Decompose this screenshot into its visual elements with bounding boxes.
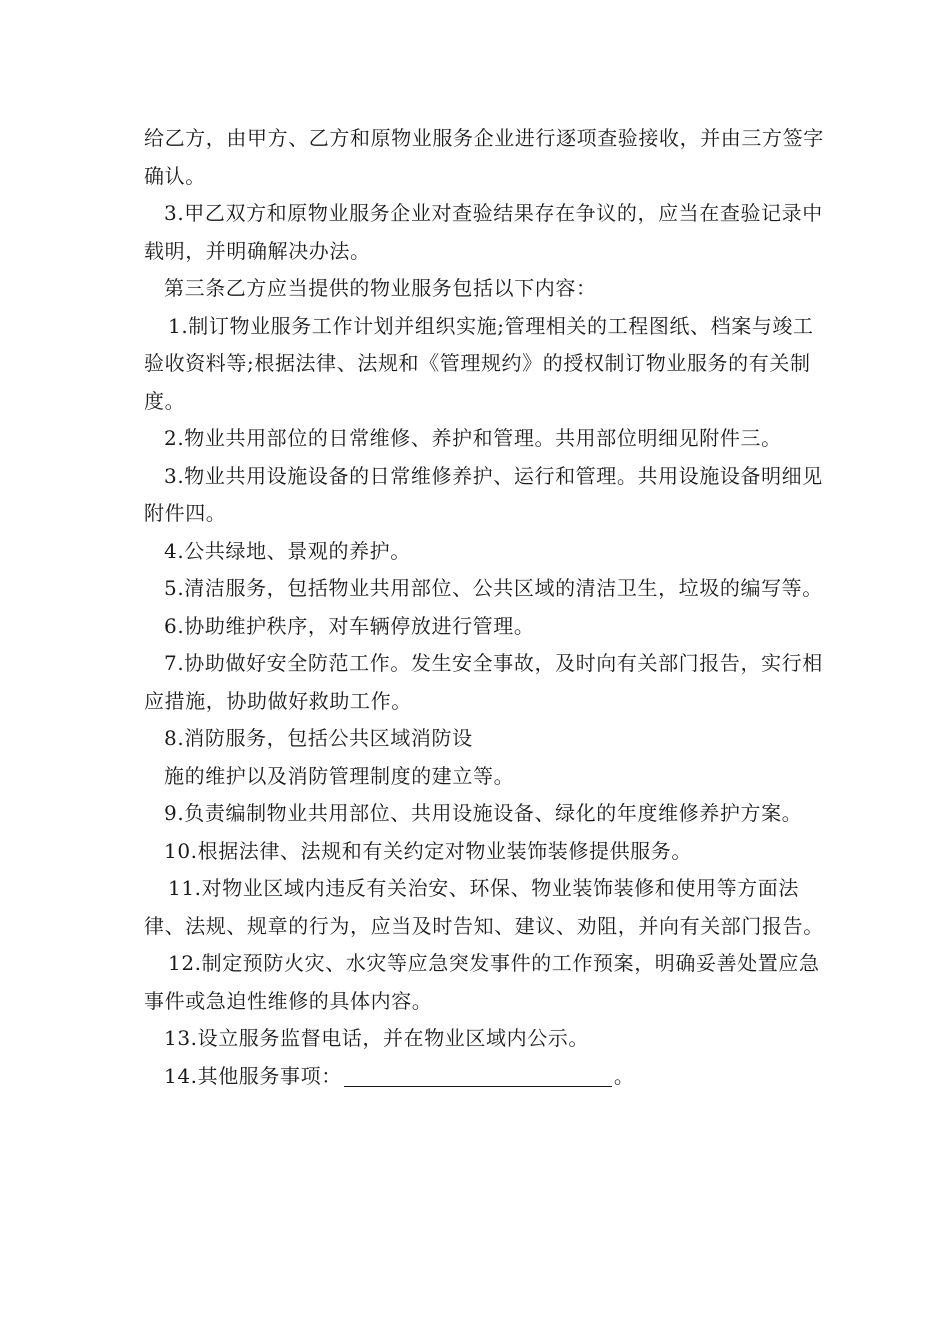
service-item-6: 6.协助维护秩序，对车辆停放进行管理。: [164, 613, 535, 638]
service-item-14-label: 14.其他服务事项：: [164, 1063, 342, 1088]
service-item-14: [144, 1058, 824, 1096]
service-item-4: 4.公共绿地、景观的养护。: [164, 538, 411, 563]
service-item-5: 5.清洁服务，包括物业共用部位、公共区域的清洁卫生，垃圾的编写等。: [164, 576, 823, 600]
service-item-7: 7.协助做好安全防范工作。发生安全事故，及时向有关部门报告，实行相应措施，协助做好救助工作。: [144, 651, 823, 713]
service-item-14-end: 。: [613, 1063, 635, 1088]
document-body: [144, 120, 824, 1095]
service-item-2: 2.物业共用部位的日常维修、养护和管理。共用部位明细见附件三。: [164, 426, 782, 450]
service-item-11: 11.对物业区域内违反有关治安、环保、物业装饰装修和使用等方面法律、法规、规章的行为，应当及时告知、建议、劝阻，并向有关部门报告。: [144, 876, 824, 938]
fill-in-blank[interactable]: [344, 1064, 612, 1087]
service-item-3: 3.物业共用设施设备的日常维修养护、运行和管理。共用设施设备明细见附件四。: [144, 463, 823, 525]
paragraph-continuation: 给乙方，由甲方、乙方和原物业服务企业进行逐项查验接收，并由三方签字确认。: [144, 126, 824, 188]
service-item-8-continued: 施的维护以及消防管理制度的建立等。: [164, 763, 515, 788]
service-item-13: 13.设立服务监督电话，并在物业区域内公示。: [164, 1026, 590, 1050]
service-item-10: 10.根据法律、法规和有关约定对物业装饰装修提供服务。: [164, 838, 693, 863]
article-three-heading: 第三条乙方应当提供的物业服务包括以下内容：: [164, 276, 597, 300]
service-item-12: 12.制定预防火灾、水灾等应急突发事件的工作预案，明确妥善处置应急事件或急迫性维修的具体内容。: [144, 951, 820, 1013]
paragraph-item-3-dispute: 3.甲乙双方和原物业服务企业对查验结果存在争议的，应当在查验记录中载明，并明确解决办法。: [144, 201, 823, 263]
service-item-1: 1.制订物业服务工作计划并组织实施;管理相关的工程图纸、档案与竣工验收资料等;根据法律、法规和《管理规约》的授权制订物业服务的有关制度。: [144, 313, 814, 413]
service-item-8: 8.消防服务，包括公共区域消防设: [164, 726, 473, 750]
service-item-9: 9.负责编制物业共用部位、共用设施设备、绿化的年度维修养护方案。: [164, 801, 803, 825]
